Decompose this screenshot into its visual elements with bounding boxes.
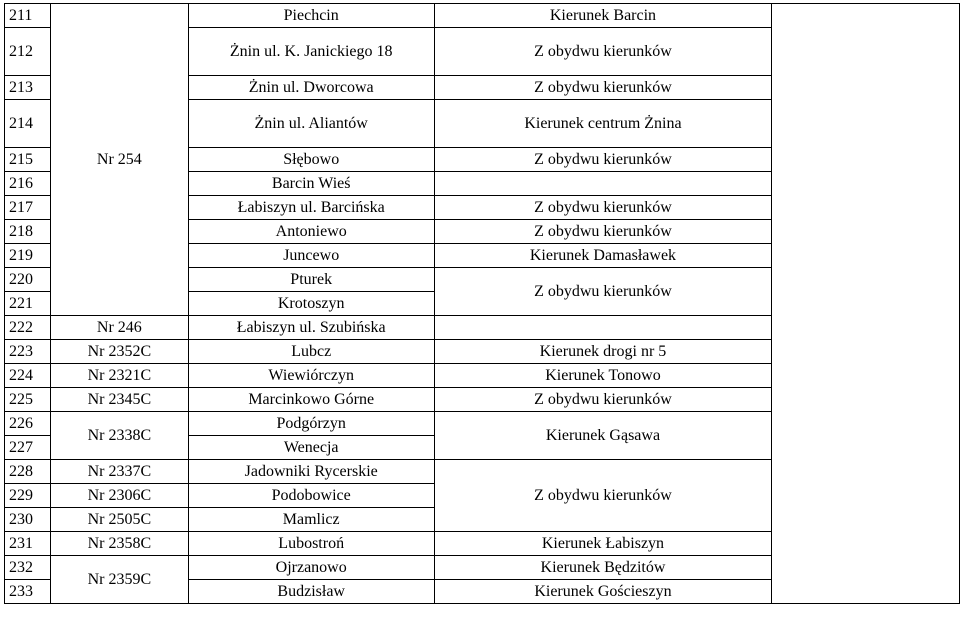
row-number: 219 xyxy=(5,244,51,268)
place-cell: Marcinkowo Górne xyxy=(188,388,434,412)
road-cell: Nr 2337C xyxy=(50,460,188,484)
row-number: 230 xyxy=(5,508,51,532)
direction-cell: Kierunek Będzitów xyxy=(434,556,772,580)
place-cell: Pturek xyxy=(188,268,434,292)
road-cell: Nr 2306C xyxy=(50,484,188,508)
place-cell: Podobowice xyxy=(188,484,434,508)
place-cell: Jadowniki Rycerskie xyxy=(188,460,434,484)
place-cell: Podgórzyn xyxy=(188,412,434,436)
road-cell: Nr 2345C xyxy=(50,388,188,412)
road-cell: Nr 2358C xyxy=(50,532,188,556)
row-number: 217 xyxy=(5,196,51,220)
row-number: 213 xyxy=(5,76,51,100)
place-cell: Łabiszyn ul. Szubińska xyxy=(188,316,434,340)
empty-column xyxy=(772,4,960,604)
direction-cell: Kierunek Łabiszyn xyxy=(434,532,772,556)
row-number: 212 xyxy=(5,28,51,76)
road-cell: Nr 254 xyxy=(50,4,188,316)
place-cell: Juncewo xyxy=(188,244,434,268)
direction-cell: Kierunek Gościeszyn xyxy=(434,580,772,604)
place-cell: Antoniewo xyxy=(188,220,434,244)
direction-cell: Z obydwu kierunków xyxy=(434,76,772,100)
place-cell: Budzisław xyxy=(188,580,434,604)
road-cell: Nr 2338C xyxy=(50,412,188,460)
row-number: 229 xyxy=(5,484,51,508)
place-cell: Barcin Wieś xyxy=(188,172,434,196)
row-number: 221 xyxy=(5,292,51,316)
road-cell: Nr 2321C xyxy=(50,364,188,388)
row-number: 220 xyxy=(5,268,51,292)
direction-cell: Kierunek Damasławek xyxy=(434,244,772,268)
row-number: 233 xyxy=(5,580,51,604)
place-cell: Mamlicz xyxy=(188,508,434,532)
place-cell: Żnin ul. Dworcowa xyxy=(188,76,434,100)
direction-cell: Z obydwu kierunków xyxy=(434,460,772,532)
road-cell: Nr 2352C xyxy=(50,340,188,364)
direction-cell: Z obydwu kierunków xyxy=(434,388,772,412)
row-number: 218 xyxy=(5,220,51,244)
row-number: 224 xyxy=(5,364,51,388)
place-cell: Łabiszyn ul. Barcińska xyxy=(188,196,434,220)
place-cell: Ojrzanowo xyxy=(188,556,434,580)
direction-cell xyxy=(434,316,772,340)
place-cell: Słębowo xyxy=(188,148,434,172)
row-number: 232 xyxy=(5,556,51,580)
row-number: 216 xyxy=(5,172,51,196)
place-cell: Piechcin xyxy=(188,4,434,28)
direction-cell: Kierunek Gąsawa xyxy=(434,412,772,460)
road-cell: Nr 2505C xyxy=(50,508,188,532)
direction-cell: Kierunek centrum Żnina xyxy=(434,100,772,148)
place-cell: Żnin ul. K. Janickiego 18 xyxy=(188,28,434,76)
stops-table xyxy=(4,3,960,604)
row-number: 223 xyxy=(5,340,51,364)
place-cell: Wiewiórczyn xyxy=(188,364,434,388)
place-cell: Żnin ul. Aliantów xyxy=(188,100,434,148)
row-number: 226 xyxy=(5,412,51,436)
direction-cell xyxy=(434,172,772,196)
direction-cell: Kierunek Tonowo xyxy=(434,364,772,388)
direction-cell: Z obydwu kierunków xyxy=(434,268,772,316)
road-cell: Nr 2359C xyxy=(50,556,188,604)
row-number: 225 xyxy=(5,388,51,412)
table-row xyxy=(5,4,960,28)
road-cell: Nr 246 xyxy=(50,316,188,340)
place-cell: Wenecja xyxy=(188,436,434,460)
row-number: 231 xyxy=(5,532,51,556)
place-cell: Krotoszyn xyxy=(188,292,434,316)
place-cell: Lubostroń xyxy=(188,532,434,556)
row-number: 227 xyxy=(5,436,51,460)
row-number: 215 xyxy=(5,148,51,172)
direction-cell: Z obydwu kierunków xyxy=(434,220,772,244)
row-number: 222 xyxy=(5,316,51,340)
row-number: 228 xyxy=(5,460,51,484)
direction-cell: Z obydwu kierunków xyxy=(434,148,772,172)
place-cell: Lubcz xyxy=(188,340,434,364)
direction-cell: Kierunek Barcin xyxy=(434,4,772,28)
direction-cell: Z obydwu kierunków xyxy=(434,28,772,76)
row-number: 211 xyxy=(5,4,51,28)
direction-cell: Z obydwu kierunków xyxy=(434,196,772,220)
row-number: 214 xyxy=(5,100,51,148)
direction-cell: Kierunek drogi nr 5 xyxy=(434,340,772,364)
